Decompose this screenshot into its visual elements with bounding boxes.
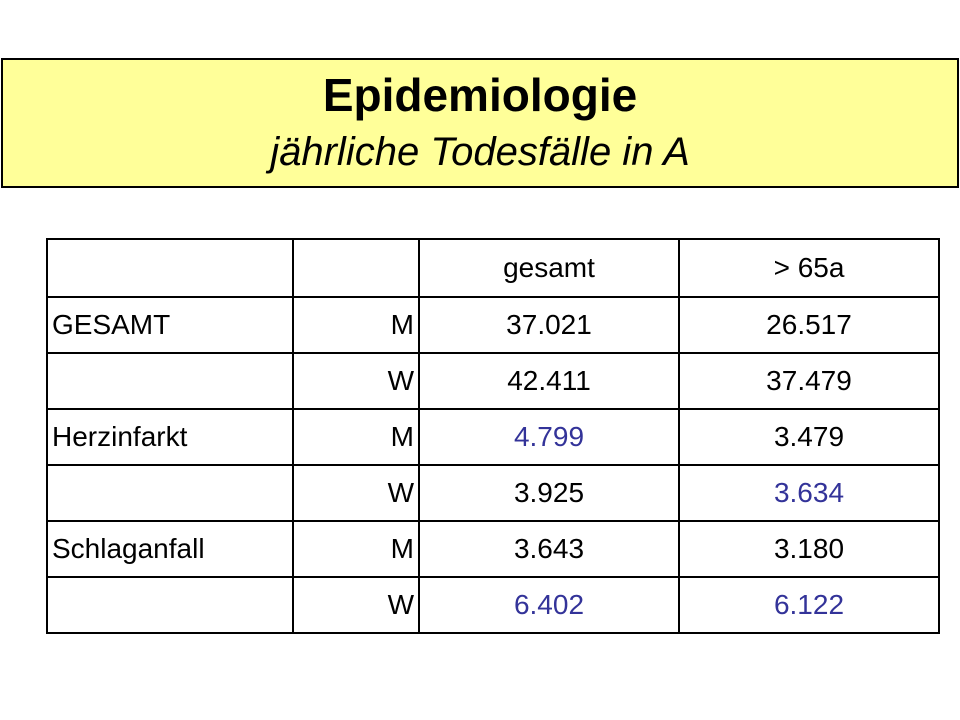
cell-sex: M: [293, 521, 419, 577]
cell-sex: W: [293, 577, 419, 633]
cell-category: Herzinfarkt: [47, 409, 293, 465]
cell-over65: 37.479: [679, 353, 939, 409]
cell-sex: M: [293, 409, 419, 465]
cell-sex: M: [293, 297, 419, 353]
table-row: [47, 409, 939, 465]
cell-category: GESAMT: [47, 297, 293, 353]
header-cell-category: [47, 239, 293, 297]
cell-over65: 6.122: [679, 577, 939, 633]
cell-category: [47, 353, 293, 409]
header-cell-over65: > 65a: [679, 239, 939, 297]
cell-over65: 3.634: [679, 465, 939, 521]
title-box: [1, 58, 959, 188]
cell-gesamt: 3.643: [419, 521, 679, 577]
page-title: Epidemiologie: [322, 69, 638, 121]
cell-sex: W: [293, 465, 419, 521]
cell-category: [47, 465, 293, 521]
deaths-table: [46, 238, 940, 634]
cell-over65: 3.479: [679, 409, 939, 465]
header-cell-sex: [293, 239, 419, 297]
cell-over65: 26.517: [679, 297, 939, 353]
cell-gesamt: 3.925: [419, 465, 679, 521]
table-row: [47, 521, 939, 577]
cell-over65: 3.180: [679, 521, 939, 577]
table-row: [47, 465, 939, 521]
page-subtitle: jährliche Todesfälle in A: [270, 130, 690, 174]
cell-category: Schlaganfall: [47, 521, 293, 577]
cell-category: [47, 577, 293, 633]
cell-gesamt: 37.021: [419, 297, 679, 353]
cell-gesamt: 6.402: [419, 577, 679, 633]
header-cell-gesamt: gesamt: [419, 239, 679, 297]
table-row: [47, 353, 939, 409]
cell-sex: W: [293, 353, 419, 409]
cell-gesamt: 4.799: [419, 409, 679, 465]
table-row: [47, 297, 939, 353]
table-header-row: [47, 239, 939, 297]
cell-gesamt: 42.411: [419, 353, 679, 409]
table-row: [47, 577, 939, 633]
